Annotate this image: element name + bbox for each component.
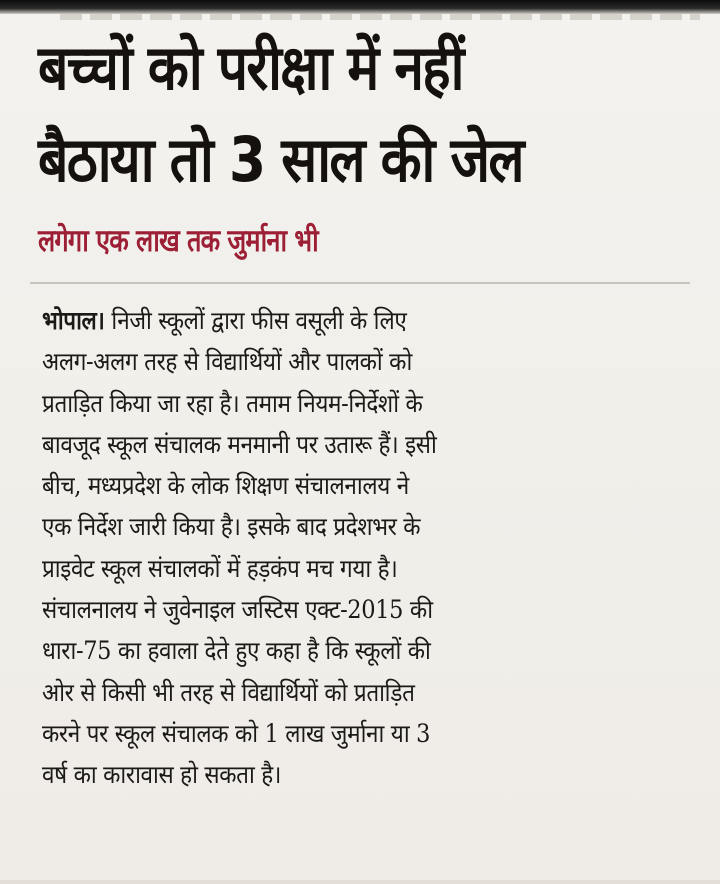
headline-line-2: बैठाया तो 3 साल की जेल [38, 123, 523, 196]
dateline: भोपाल। [42, 306, 105, 335]
headline-line-1: बच्चों को परीक्षा में नहीं [38, 31, 463, 104]
subheadline: लगेगा एक लाख तक जुर्माना भी [38, 223, 318, 259]
body-line: बीच, मध्यप्रदेश के लोक शिक्षण संचालनालय ने [42, 471, 409, 501]
body-line: बावजूद स्कूल संचालक मनमानी पर उतारू हैं। इसी [42, 429, 437, 459]
divider [30, 282, 690, 284]
body-line: धारा-75 का हवाला देते हुए कहा है कि स्कूलों की [42, 636, 431, 666]
body-line: अलग-अलग तरह से विद्यार्थियों और पालकों को [42, 347, 412, 377]
top-border [0, 0, 720, 14]
body-line: वर्ष का कारावास हो सकता है। [42, 760, 281, 790]
body-line: एक निर्देश जारी किया है। इसके बाद प्रदेशभर के [42, 512, 421, 542]
body-line: प्राइवेट स्कूल संचालकों में हड़कंप मच गया है। [42, 553, 398, 583]
body-line: करने पर स्कूल संचालक को 1 लाख जुर्माना या 3 [42, 718, 431, 748]
body-line: संचालनालय ने जुवेनाइल जस्टिस एक्ट-2015 की [42, 595, 433, 625]
previous-article-edge [60, 14, 700, 20]
body-line: प्रताड़ित किया जा रहा है। तमाम नियम-निर्देशों के [42, 388, 423, 418]
body-line-text: निजी स्कूलों द्वारा फीस वसूली के लिए [104, 306, 407, 335]
article-body [42, 300, 702, 796]
bottom-border [0, 880, 720, 884]
body-line [42, 300, 636, 341]
body-line: ओर से किसी भी तरह से विद्यार्थियों को प्रताड़ित [42, 677, 415, 707]
headline [38, 22, 606, 206]
